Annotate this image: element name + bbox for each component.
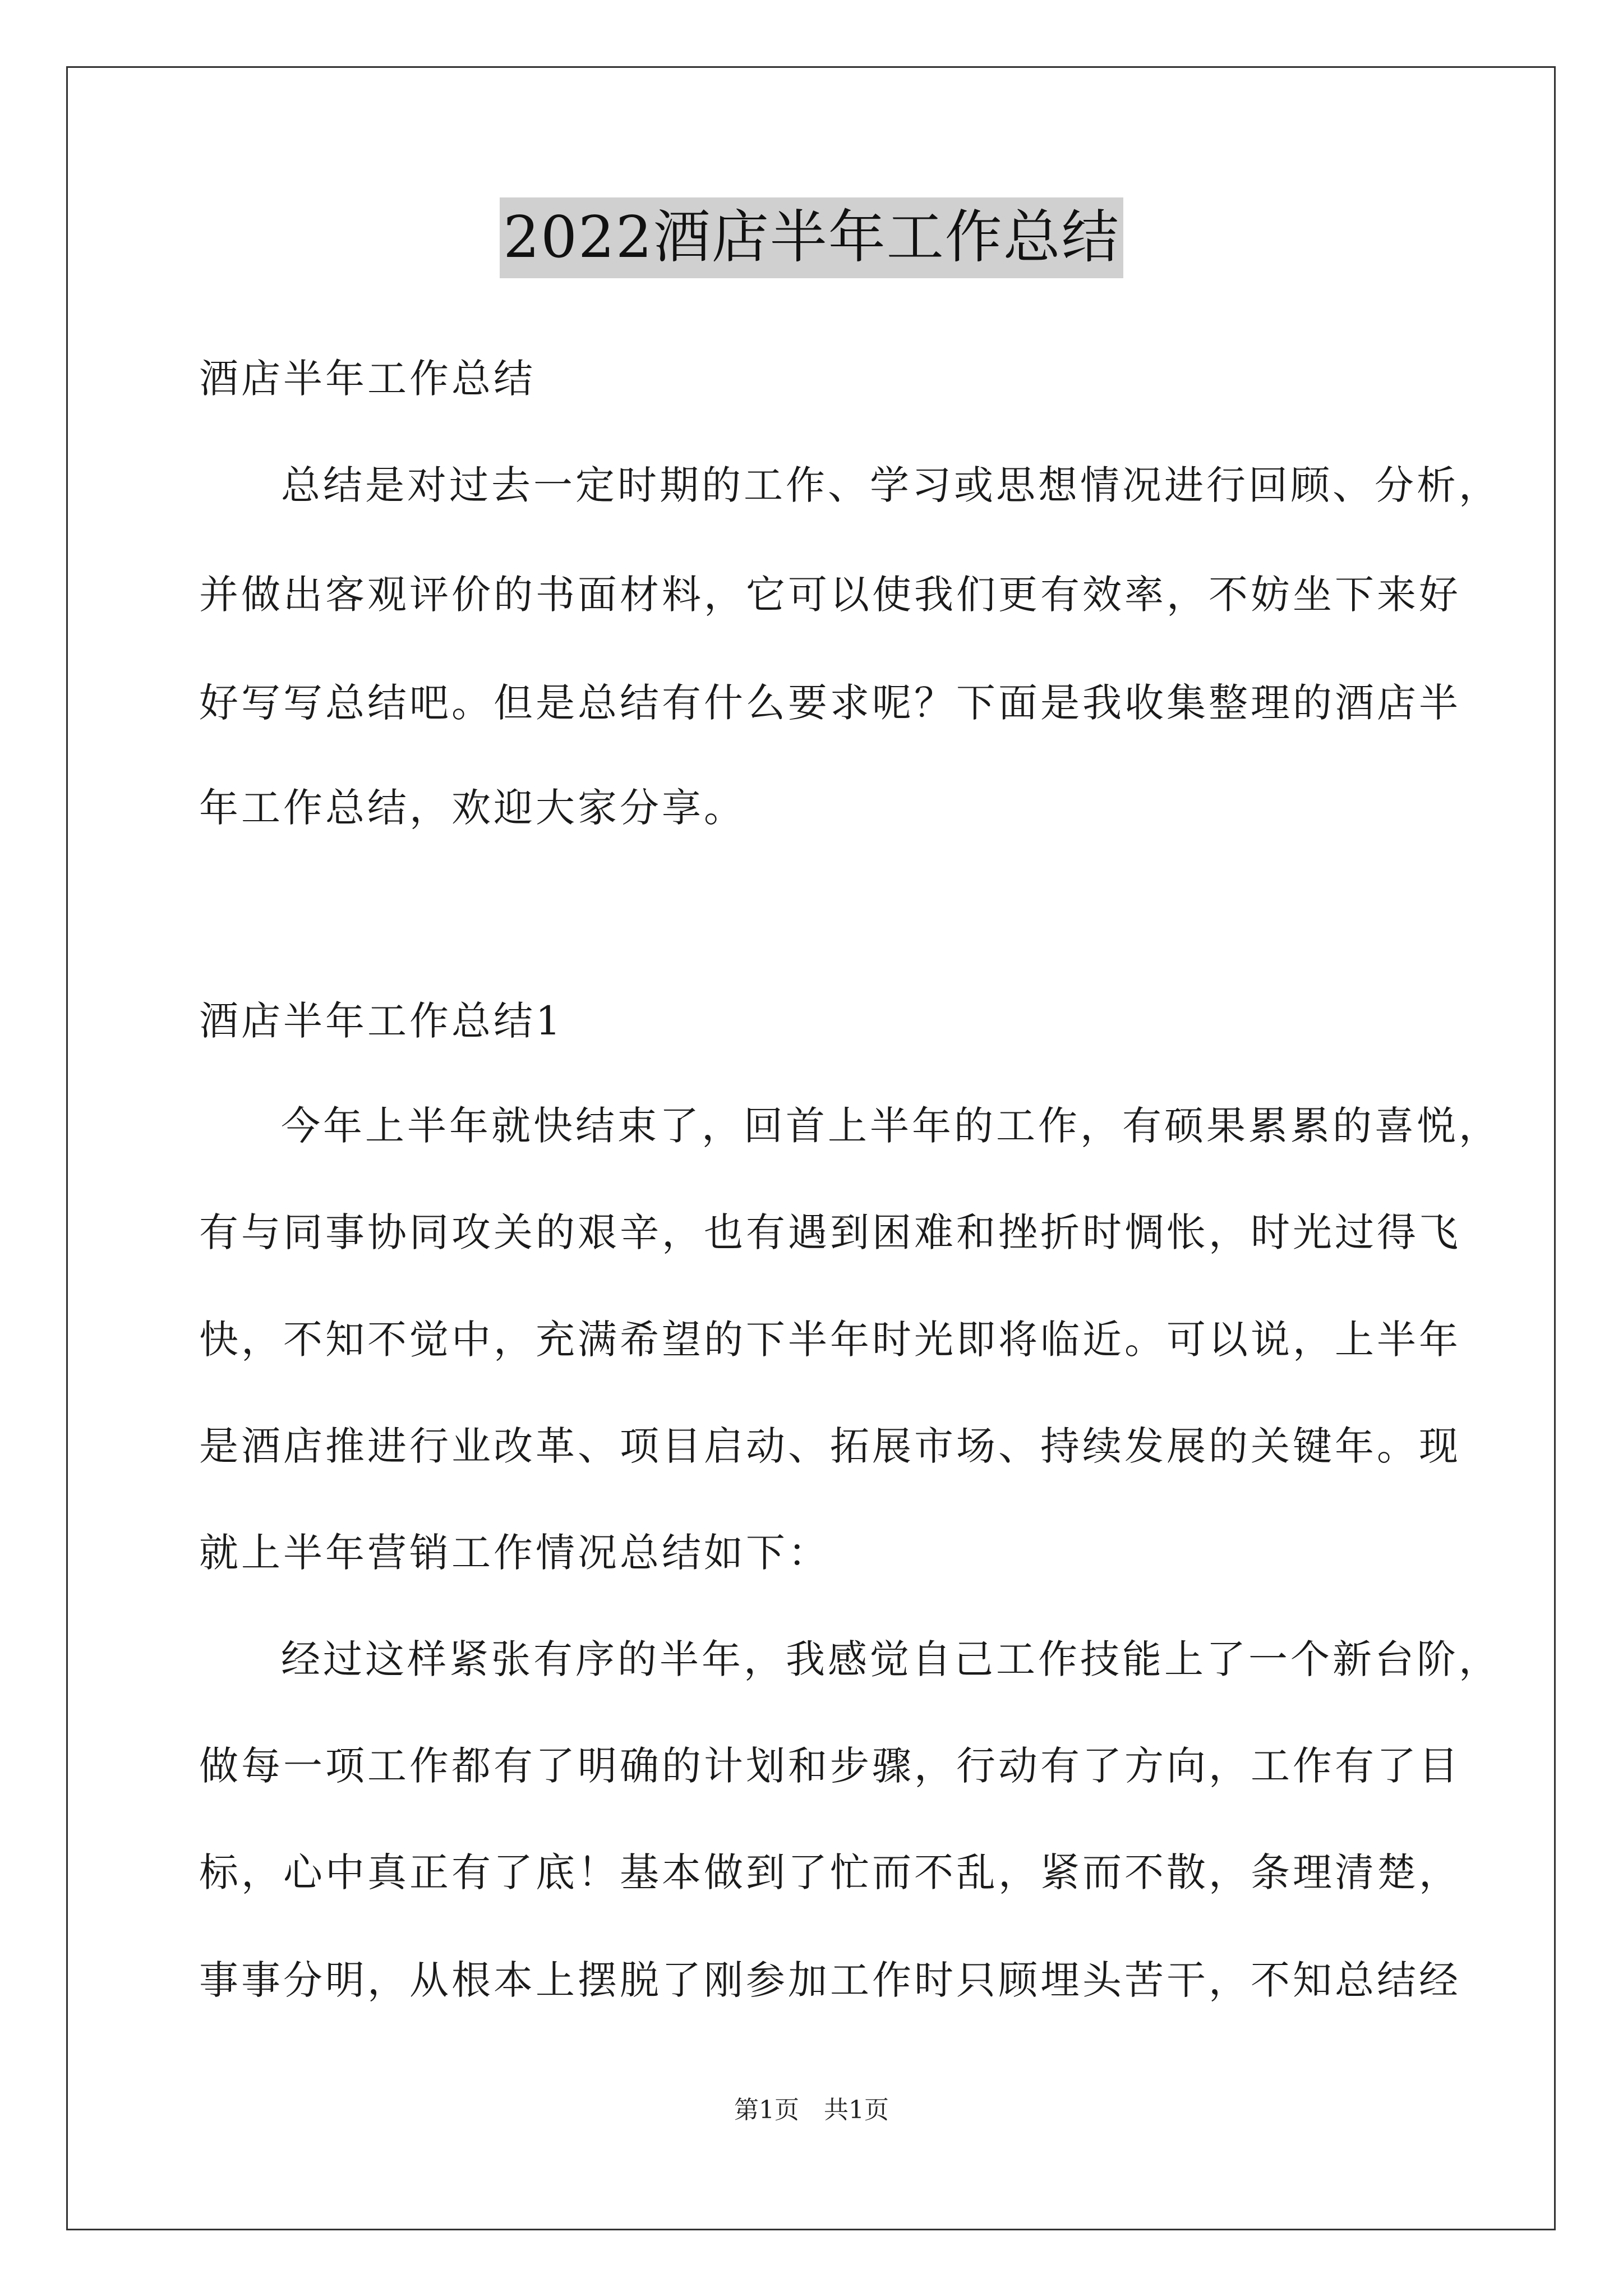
paragraph-line: 做每一项工作都有了明确的计划和步骤，行动有了方向，工作有了目 [199, 1743, 1461, 1789]
paragraph-line: 就上半年营销工作情况总结如下： [199, 1530, 830, 1576]
paragraph-line: 事事分明，从根本上摆脱了刚参加工作时只顾埋头苦干，不知总结经 [199, 1957, 1461, 2003]
paragraph-line: 是酒店推进行业改革、项目启动、拓展市场、持续发展的关键年。现 [199, 1423, 1461, 1469]
paragraph-line: 经过这样紧张有序的半年，我感觉自己工作技能上了一个新台阶， [281, 1636, 1501, 1682]
page-footer: 第1页 共1页 [734, 2096, 889, 2124]
section-heading: 酒店半年工作总结 [199, 356, 536, 402]
paragraph-line: 并做出客观评价的书面材料，它可以使我们更有效率，不妨坐下来好 [199, 572, 1461, 618]
title-container [0, 197, 1623, 278]
paragraph-line: 好写写总结吧。但是总结有什么要求呢？下面是我收集整理的酒店半 [199, 680, 1461, 726]
section-heading: 酒店半年工作总结1 [199, 998, 564, 1044]
paragraph-line: 标，心中真正有了底！基本做到了忙而不乱，紧而不散，条理清楚， [199, 1849, 1461, 1895]
paragraph-line: 总结是对过去一定时期的工作、学习或思想情况进行回顾、分析， [281, 462, 1501, 508]
document-title: 2022酒店半年工作总结 [500, 197, 1123, 278]
paragraph-line: 今年上半年就快结束了，回首上半年的工作，有硕果累累的喜悦， [281, 1103, 1501, 1149]
paragraph-line: 年工作总结，欢迎大家分享。 [199, 785, 746, 831]
paragraph-line: 快，不知不觉中，充满希望的下半年时光即将临近。可以说，上半年 [199, 1317, 1461, 1363]
paragraph-line: 有与同事协同攻关的艰辛，也有遇到困难和挫折时惆怅，时光过得飞 [199, 1209, 1461, 1255]
